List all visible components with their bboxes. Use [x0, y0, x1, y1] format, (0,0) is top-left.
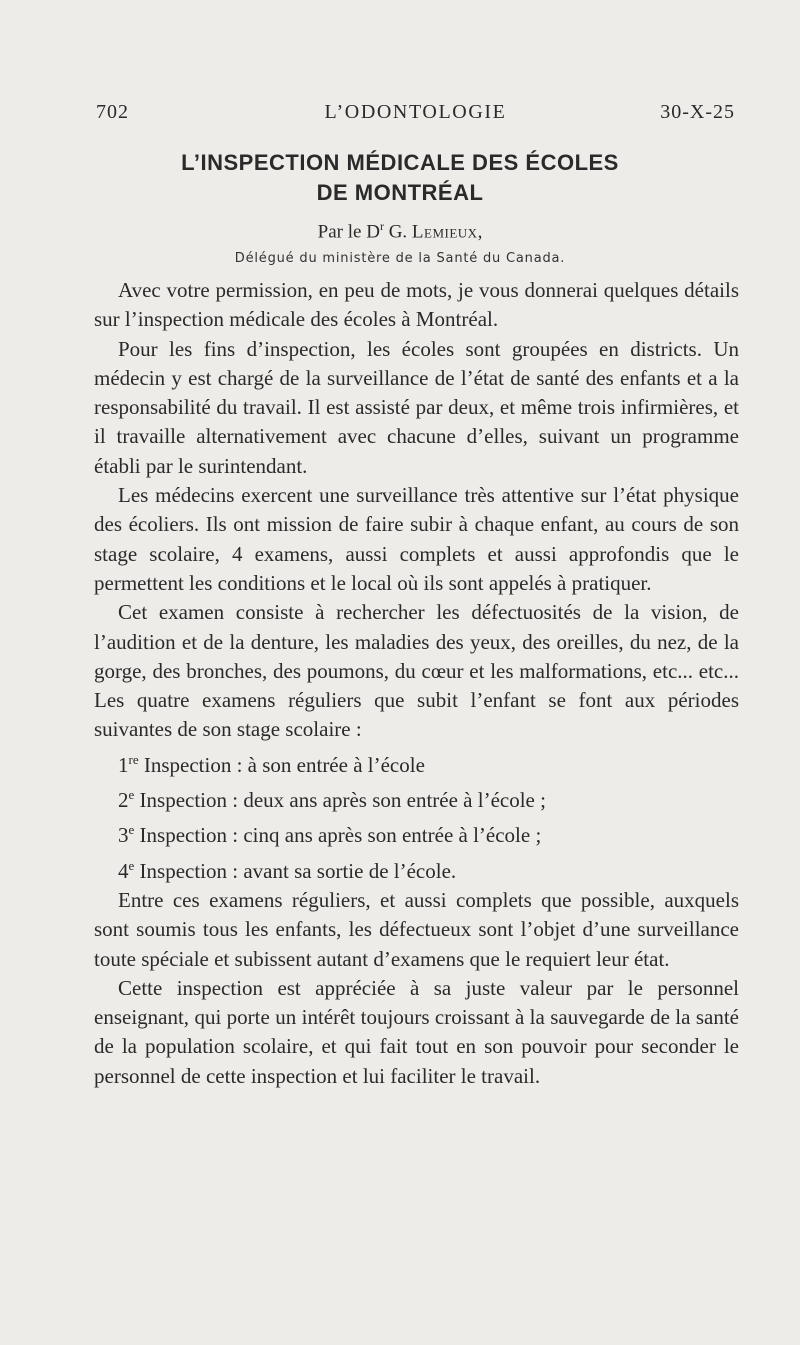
paragraph: Entre ces examens réguliers, et aussi complets que possible, auxquels sont soumis tous les enfants, les défectueux sont l’objet d’une surveillance toute spéciale et subissent autant d’examens que le requiert leur état. — [94, 887, 739, 971]
paragraph: Avec votre permission, en peu de mots, je vous donnerai quelques détails sur l’inspection médicale des écoles à Montréal. — [94, 278, 739, 332]
inspection-number: 4 — [118, 858, 129, 883]
inspection-item — [94, 851, 739, 886]
paragraph: Cette inspection est appréciée à sa juste valeur par le personnel enseignant, qui porte un intérêt toujours croissant à la sauvegarde de la santé de la population scolaire, et qui fait tout en son pouvoir pour seconder le personnel de cette inspection et lui faciliter le travail. — [94, 975, 739, 1088]
inspection-number: 2 — [118, 788, 129, 813]
running-title: L’ODONTOLOGIE — [324, 101, 507, 123]
page-header — [96, 101, 735, 131]
author-affiliation: Délégué du ministère de la Santé du Canada. — [234, 251, 566, 266]
author-surname: Lemieux — [411, 221, 478, 243]
article-title-line-1: L’INSPECTION MÉDICALE DES ÉCOLES — [181, 150, 619, 175]
inspection-number: 1 — [118, 752, 129, 777]
inspection-number: 3 — [118, 823, 129, 848]
article-title-line-2: DE MONTRÉAL — [316, 180, 484, 205]
inspection-item — [94, 815, 739, 850]
paragraph: Pour les fins d’inspection, les écoles sont groupées en districts. Un médecin y est chargé de la surveillance de l’état de santé des enfants et a la responsabilité du travail. Il est assisté par deux, et même trois infirmières, et il travaille alternativement avec chacune d’elles, suivant un programme établi par le surintendant. — [94, 336, 739, 478]
byline-superscript: r — [379, 219, 384, 233]
ordinal-suffix: e — [128, 822, 135, 838]
page-number: 702 — [96, 101, 129, 123]
inspection-text: Inspection : deux ans après son entrée à l’école ; — [134, 788, 546, 813]
paragraph: Cet examen consiste à rechercher les défectuosités de la vision, de l’audition et de la denture, les maladies des yeux, des oreilles, du nez, de la gorge, des bronches, des poumons, du cœur et les malformations, etc... etc... Les quatre examens réguliers que subit l’enfant se font aux périodes suivantes de son stage scolaire : — [94, 600, 739, 742]
inspection-text: Inspection : à son entrée à l’école — [138, 752, 425, 777]
ordinal-suffix: e — [128, 857, 135, 873]
inspection-text: Inspection : cinq ans après son entrée à l’école ; — [134, 823, 542, 848]
byline-suffix: , — [477, 221, 483, 243]
author-initial: G. — [388, 221, 408, 243]
ordinal-suffix: re — [128, 751, 139, 767]
issue-date: 30-X-25 — [660, 101, 735, 123]
ordinal-suffix: e — [128, 787, 135, 803]
inspection-text: Inspection : avant sa sortie de l’école. — [134, 858, 457, 883]
article-body — [94, 276, 739, 1091]
byline-prefix: Par le D — [317, 221, 380, 243]
paragraph: Les médecins exercent une surveillance très attentive sur l’état physique des écoliers. Ils ont mission de faire subir à chaque enfant, au cours de son stage scolaire, 4 examens, aussi complets et aussi approfondis que le permettent les conditions et le local où ils sont appelés à pratiquer. — [94, 483, 739, 595]
inspection-item — [94, 780, 739, 815]
inspection-item — [94, 745, 739, 780]
byline — [80, 219, 720, 243]
article-title — [80, 148, 720, 208]
